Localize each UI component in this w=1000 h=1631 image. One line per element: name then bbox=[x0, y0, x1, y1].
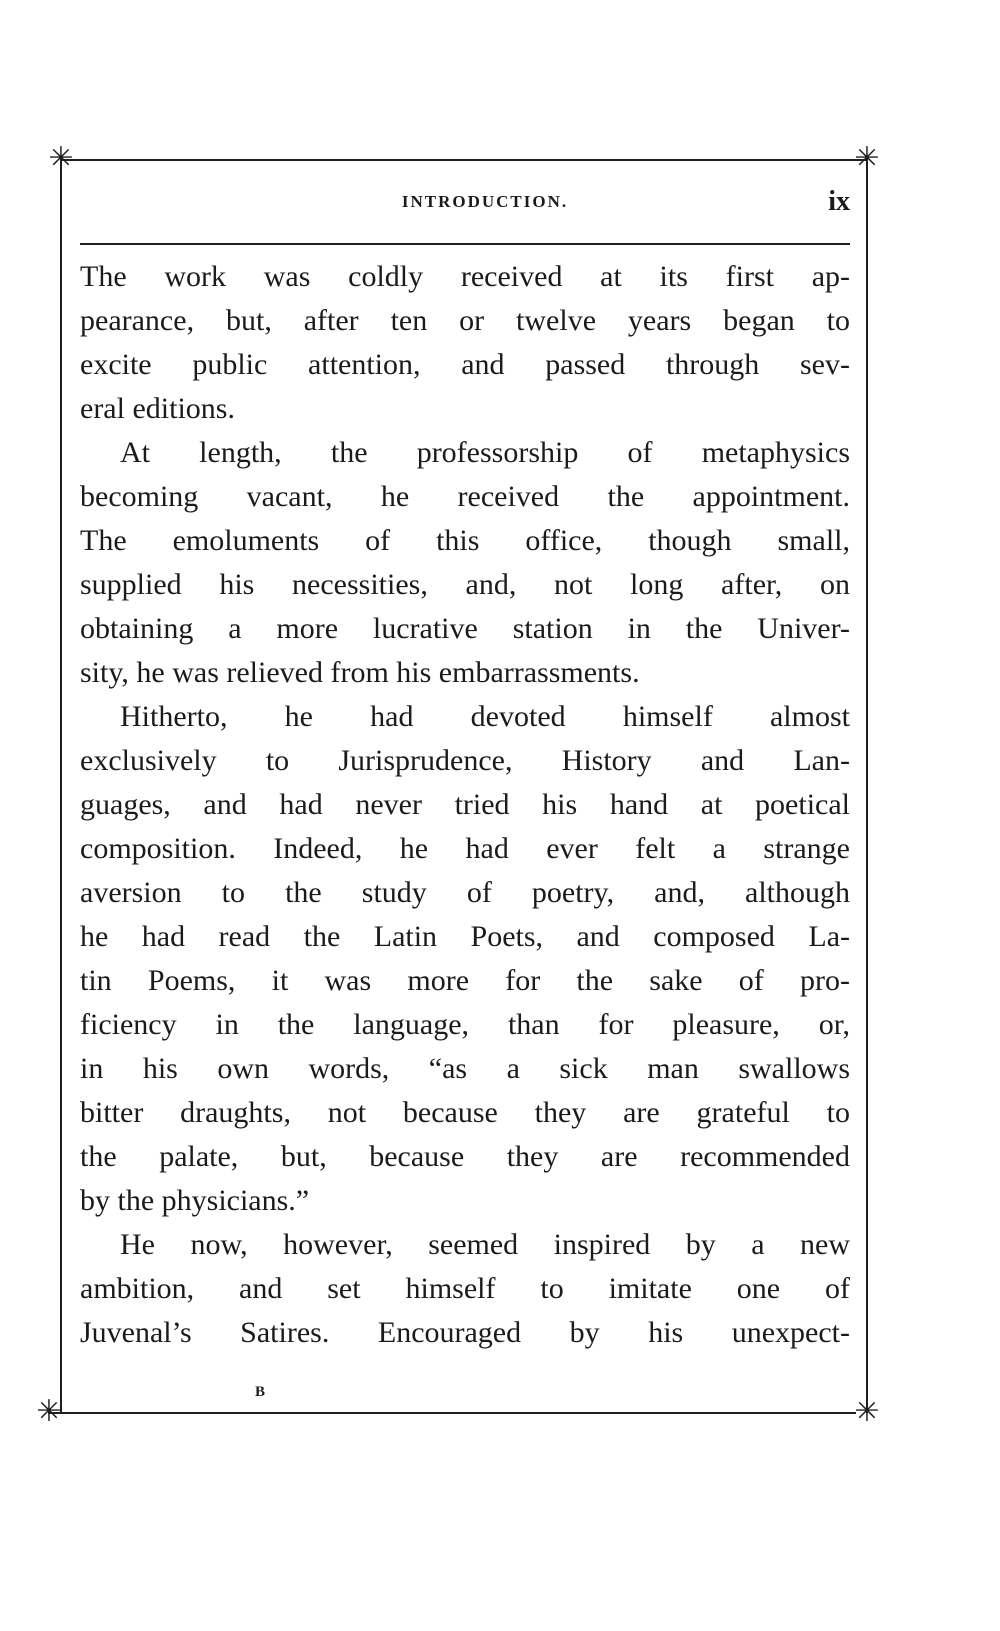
text-line: by the physicians.” bbox=[80, 1184, 310, 1217]
text-line: tin Poems, it was more for the sake of pro- bbox=[80, 964, 850, 997]
text-line: the palate, but, because they are recommended bbox=[80, 1140, 850, 1173]
frame-right-rule bbox=[866, 159, 868, 1413]
text-line: Juvenal’s Satires. Encouraged by his unexpect- bbox=[80, 1316, 850, 1349]
text-line: He now, however, seemed inspired by a new bbox=[120, 1228, 850, 1261]
text-line: ficiency in the language, than for pleasure, or, bbox=[80, 1008, 850, 1041]
corner-ornament-icon: ✳ bbox=[854, 141, 880, 176]
paragraph bbox=[80, 1223, 850, 1355]
text-line: supplied his necessities, and, not long after, on bbox=[80, 568, 850, 601]
page-number: ix bbox=[828, 186, 850, 217]
text-line: exclusively to Jurisprudence, History and Lan- bbox=[80, 744, 850, 777]
text-line: At length, the professorship of metaphysics bbox=[120, 436, 850, 469]
text-line: guages, and had never tried his hand at poetical bbox=[80, 788, 850, 821]
paragraph bbox=[80, 695, 850, 1223]
text-line: becoming vacant, he received the appointment. bbox=[80, 480, 850, 513]
text-line: obtaining a more lucrative station in the Univer- bbox=[80, 612, 850, 645]
text-line: he had read the Latin Poets, and composed La- bbox=[80, 920, 850, 953]
paragraph bbox=[80, 255, 850, 431]
text-line: The work was coldly received at its first ap- bbox=[80, 260, 850, 293]
body-text bbox=[80, 255, 850, 1355]
text-line: pearance, but, after ten or twelve years began to bbox=[80, 304, 850, 337]
header-rule bbox=[80, 243, 850, 245]
frame-bottom-rule bbox=[48, 1412, 856, 1414]
paragraph bbox=[80, 431, 850, 695]
frame-left-rule bbox=[60, 159, 62, 1413]
text-line: bitter draughts, not because they are grateful to bbox=[80, 1096, 850, 1129]
text-line: aversion to the study of poetry, and, although bbox=[80, 876, 850, 909]
corner-ornament-icon: ✳ bbox=[854, 1394, 880, 1429]
text-line: sity, he was relieved from his embarrassments. bbox=[80, 656, 640, 689]
running-head-title: INTRODUCTION. bbox=[401, 192, 569, 211]
signature-mark: B bbox=[255, 1384, 267, 1400]
text-line: ambition, and set himself to imitate one of bbox=[80, 1272, 850, 1305]
corner-ornament-icon: ✳ bbox=[48, 141, 74, 176]
text-line: eral editions. bbox=[80, 392, 235, 425]
text-line: Hitherto, he had devoted himself almost bbox=[120, 700, 850, 733]
text-line: excite public attention, and passed through sev- bbox=[80, 348, 850, 381]
text-line: in his own words, “as a sick man swallows bbox=[80, 1052, 850, 1085]
text-line: composition. Indeed, he had ever felt a strange bbox=[80, 832, 850, 865]
frame-top-rule bbox=[60, 159, 868, 161]
running-head bbox=[80, 186, 850, 226]
text-line: The emoluments of this office, though small, bbox=[80, 524, 850, 557]
corner-ornament-icon: ✳ bbox=[36, 1394, 62, 1429]
